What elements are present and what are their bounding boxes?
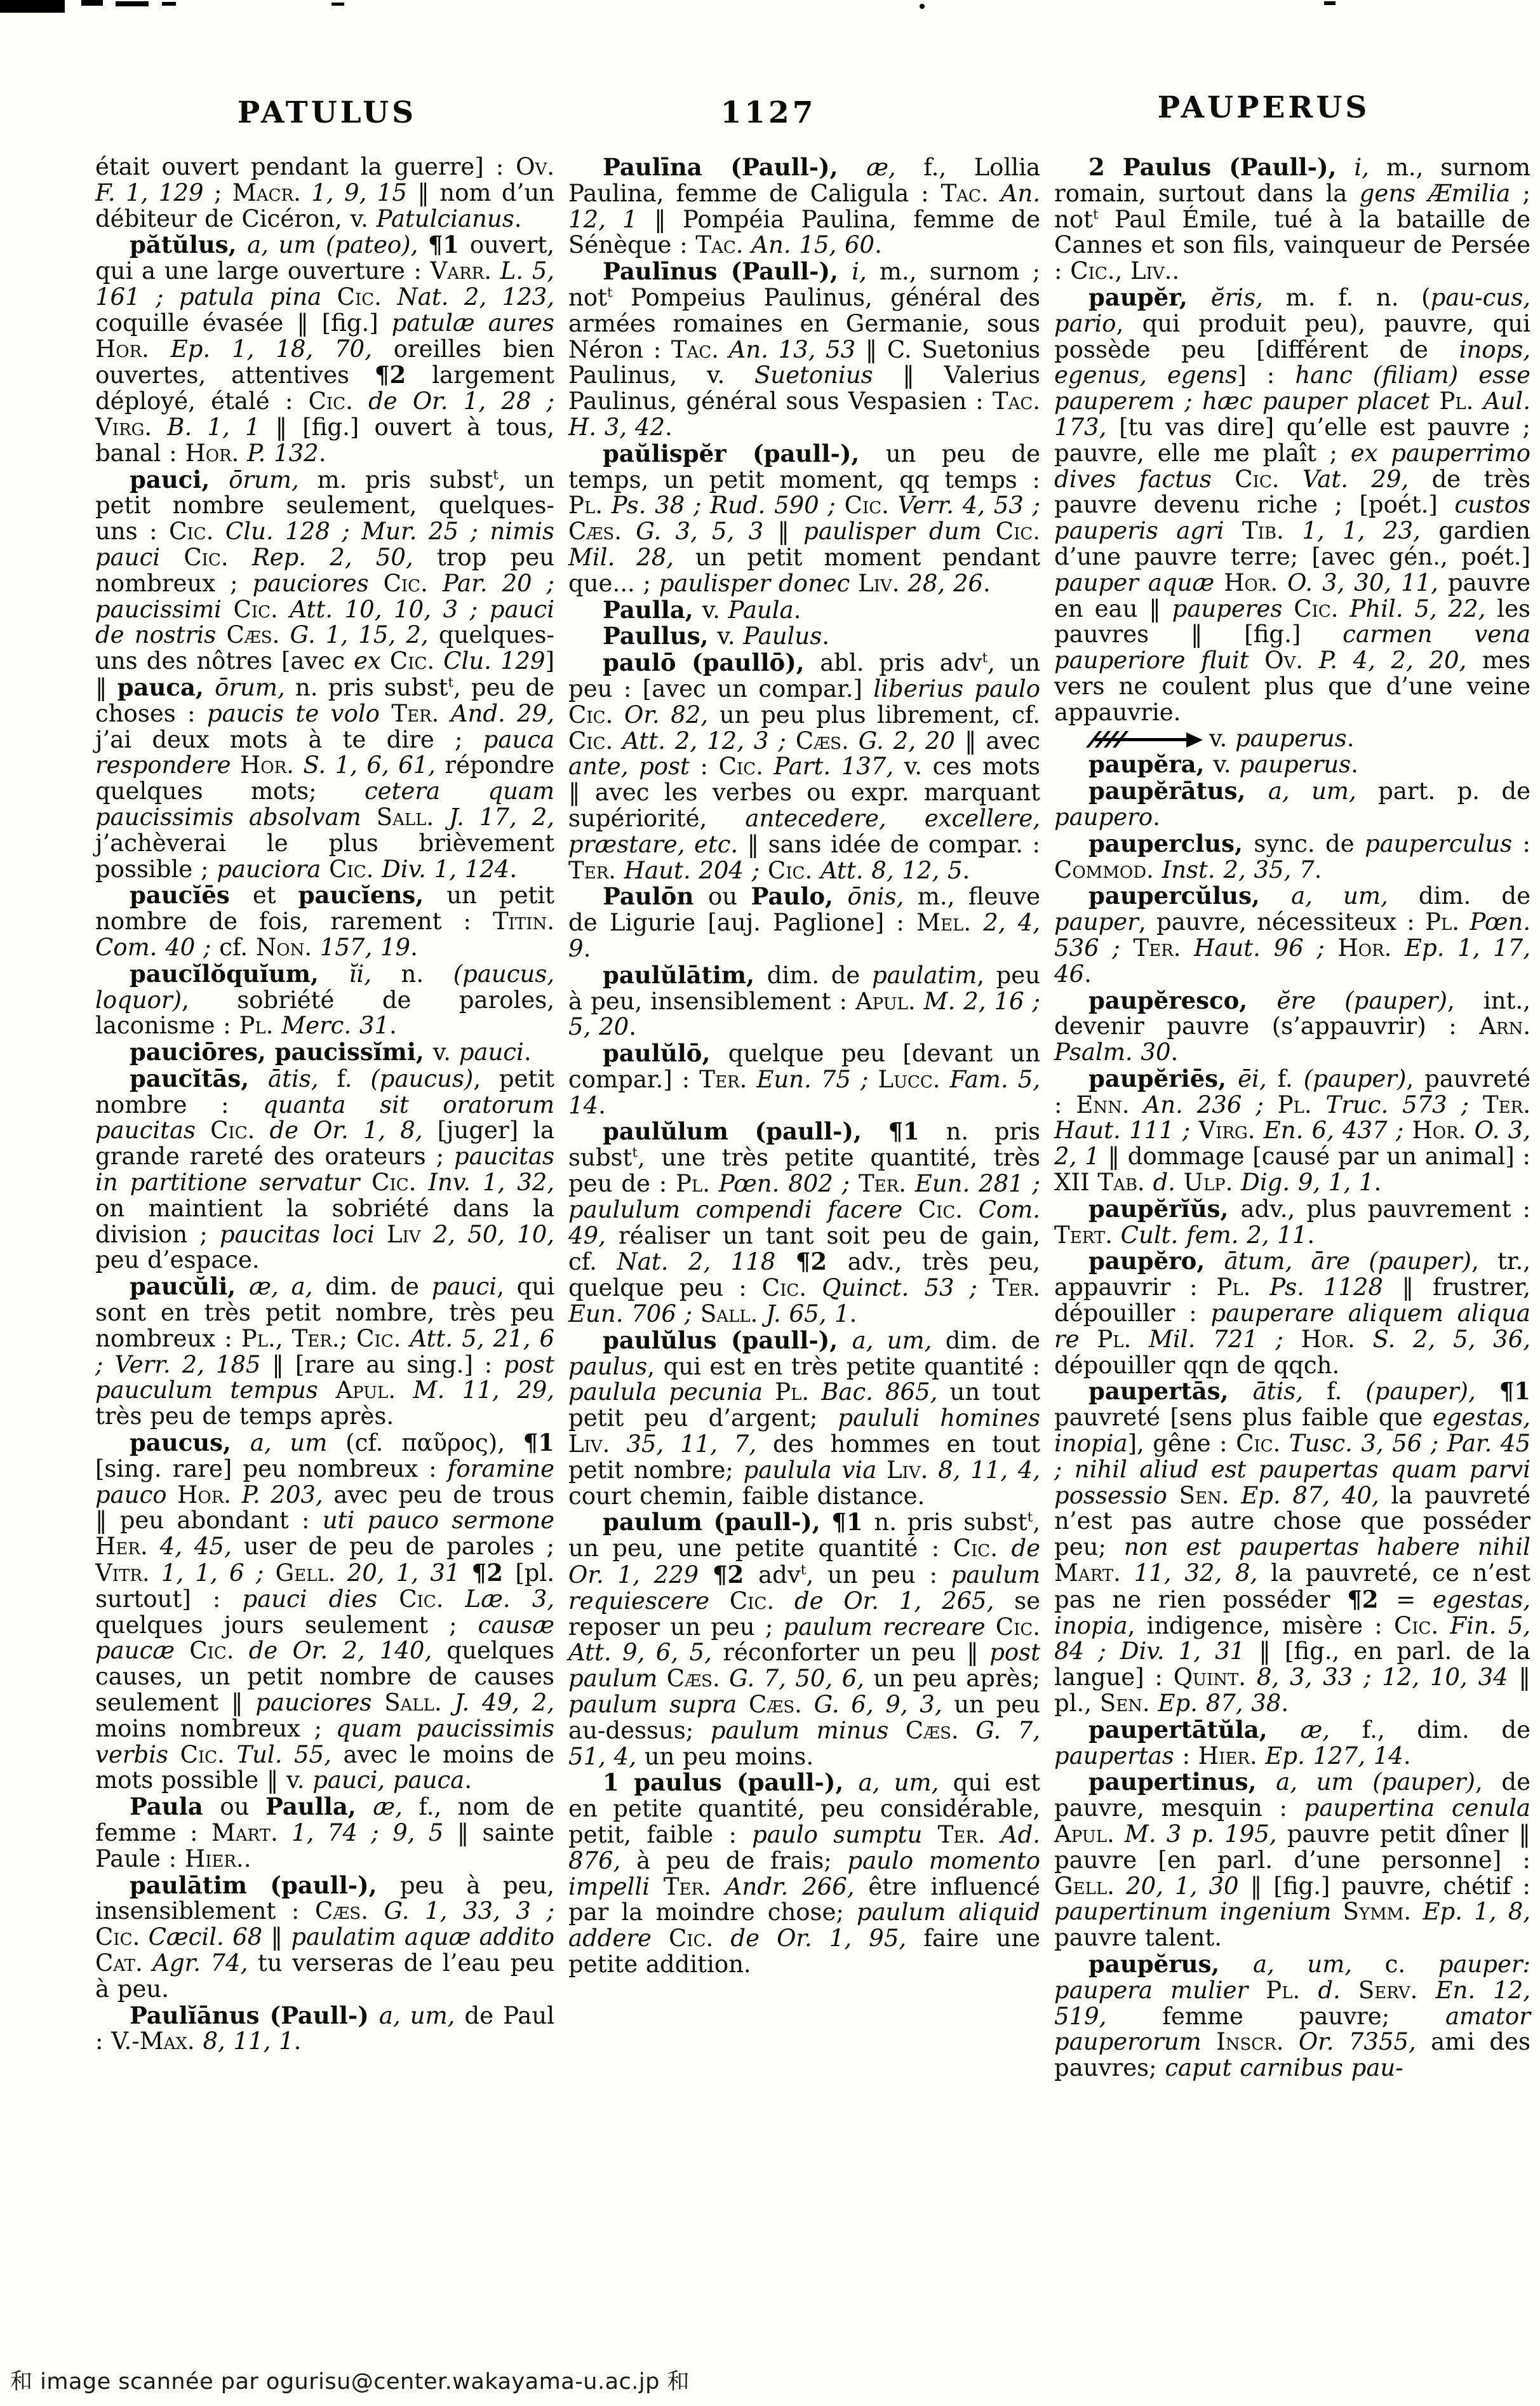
dictionary-entry: Paulōn ou Paulo, ōnis, m., fleuve de Ligurie [auj. Paglione] : Mel. 2, 4, 9.: [568, 882, 1041, 962]
scan-credit: 和 image scannée par ogurisu@center.wakayama-u.ac.jp 和: [10, 2369, 690, 2395]
header-guide-word-right: PAUPERUS: [1157, 90, 1370, 125]
dictionary-entry: paulŭlātim, dim. de paulatim, peu à peu, insensiblement : Apul. M. 2, 16 ; 5, 20.: [568, 960, 1041, 1041]
dictionary-entry: paulŭlum (paull-), ¶1 n. pris subst$^t$, une très petite quantité, très peu de : Pl. Pœn. 802 ; Ter. Eun. 281 ; paululum compendi facere Cic. Com. 49, réaliser un tant soit peu de gain, cf. Nat. 2, 118 ¶2 adv., très peu, quelque peu : Cic. Quinct. 53 ; Ter. Eun. 706 ; Sall. J. 65, 1.: [568, 1117, 1041, 1328]
dictionary-entry: paŭlispĕr (paull-), un peu de temps, un petit moment, qq temps : Pl. Ps. 38 ; Rud. 590 ; Cic. Verr. 4, 53 ; Cæs. G. 3, 5, 3 ‖ paulisper dum Cic. Mil. 28, un petit moment pendant que... ; paulisper donec Liv. 28, 26.: [568, 439, 1041, 597]
dictionary-entry: paulŭlō, quelque peu [devant un compar.] : Ter. Eun. 75 ; Lucc. Fam. 5, 14.: [568, 1039, 1041, 1119]
scan-artifact: [920, 4, 925, 9]
scan-artifact: [331, 3, 344, 6]
dictionary-entry: paupertinus, a, um (pauper), de pauvre, mesquin : paupertina cenula Apul. M. 3 p. 195, pauvre petit dîner ‖ pauvre [en parl. d’une personne] : Gell. 20, 1, 30 ‖ [fig.] pauvre, chétif : paupertinum ingenium Symm. Ep. 1, 8, pauvre talent.: [1054, 1768, 1531, 1952]
dictionary-entry: Paulīnus (Paull-), i, m., surnom ; not$^t$ Pompeius Paulinus, général des armées romaines en Germanie, sous Néron : Tac. An. 13, 53 ‖ C. Suetonius Paulinus, v. Suetonius ‖ Valerius Paulinus, général sous Vespasien : Tac. H. 3, 42.: [568, 257, 1041, 441]
dictionary-entry: était ouvert pendant la guerre] : Ov. F. 1, 129 ; Macr. 1, 9, 15 ‖ nom d’un débiteur de Cicéron, v. Patulcianus.: [95, 153, 555, 232]
dictionary-entry: pauperclus, sync. de pauperculus : Commod. Inst. 2, 35, 7.: [1054, 829, 1530, 884]
text-columns: [95, 154, 1530, 2081]
dictionary-entry: paulō (paullō), abl. pris adv$^t$, un peu : [avec un compar.] liberius paulo Cic. Or. 82, un peu plus librement, cf. Cic. Att. 2, 12, 3 ; Cæs. G. 2, 20 ‖ avec ante, post : Cic. Part. 137, v. ces mots ‖ avec les verbes ou expr. marquant supériorité, antecedere, excellere, præstare, etc. ‖ sans idée de compar. : Ter. Haut. 204 ; Cic. Att. 8, 12, 5.: [568, 649, 1041, 884]
column-2: [568, 154, 1040, 1978]
dictionary-entry: pătŭlus, a, um (pateo), ¶1 ouvert, qui a une large ouverture : Varr. L. 5, 161 ; patula pina Cic. Nat. 2, 123, coquille évasée ‖ [fig.] patulæ aures Hor. Ep. 1, 18, 70, oreilles bien ouvertes, attentives ¶2 largement déployé, étalé : Cic. de Or. 1, 28 ; Virg. B. 1, 1 ‖ [fig.] ouvert à tous, banal : Hor. P. 132.: [95, 231, 555, 467]
scan-artifact: [0, 0, 65, 13]
scan-artifact: [1324, 1, 1336, 5]
header-guide-word-left: PATULUS: [237, 95, 417, 130]
scan-artifact: [116, 1, 149, 6]
scan-artifact: [162, 2, 176, 6]
dictionary-entry: paucĭtās, ātis, f. (paucus), petit nombre : quanta sit oratorum paucitas Cic. de Or. 1, 8, [juger] la grande rareté des orateurs ; paucitas in partitione servatur Cic. Inv. 1, 32, on maintient la sobriété dans la division ; paucitas loci Liv 2, 50, 10, peu d’espace.: [95, 1064, 555, 1274]
dictionary-entry: paucus, a, um (cf. παῦρος), ¶1 [sing. rare] peu nombreux : foramine pauco Hor. P. 203, avec peu de trous ‖ peu abondant : uti pauco sermone Her. 4, 45, user de peu de paroles ; Vitr. 1, 1, 6 ; Gell. 20, 1, 31 ¶2 [pl. surtout] : pauci dies Cic. Læ. 3, quelques jours seulement ; causæ paucæ Cic. de Or. 2, 140, quelques causes, un petit nombre de causes seulement ‖ pauciores Sall. J. 49, 2, moins nombreux ; quam paucissimis verbis Cic. Tul. 55, avec le moins de mots possible ‖ v. pauci, pauca.: [95, 1428, 555, 1794]
dictionary-entry: v. pauperus.: [1054, 726, 1530, 752]
dictionary-entry: Paulla, v. Paula.: [603, 595, 801, 624]
header-page-number: 1127: [720, 95, 817, 130]
dictionary-entry: 2 Paulus (Paull-), i, m., surnom romain, surtout dans la gens Æmilia ; not$^t$ Paul Émile, tué à la bataille de Cannes et son fils, vainqueur de Persée : Cic., Liv..: [1054, 153, 1530, 285]
dictionary-entry: paucĭlŏquĭum, ĭi, n. (paucus, loquor), sobriété de paroles, laconisme : Pl. Merc. 31.: [95, 959, 555, 1040]
column-1: [95, 154, 554, 2055]
dictionary-entry: paupĕresco, ĕre (pauper), int., devenir pauvre (s’appauvrir) : Arn. Psalm. 30.: [1054, 986, 1530, 1066]
column-3: [1054, 154, 1530, 2081]
dictionary-entry: paupercŭlus, a, um, dim. de pauper, pauvre, nécessiteux : Pl. Pœn. 536 ; Ter. Haut. 96 ; Hor. Ep. 1, 17, 46.: [1054, 882, 1530, 988]
dictionary-entry: paucĭēs et paucĭens, un petit nombre de fois, rarement : Titin. Com. 40 ; cf. Non. 157, 19.: [95, 881, 555, 961]
dictionary-entry: paupĕr, ĕris, m. f. n. (pau-cus, pario, qui produit peu), pauvre, qui possède peu [différent de inops, egenus, egens] : hanc (filiam) esse pauperem ; hæc pauper placet Pl. Aul. 173, [tu vas dire] qu’elle est pauvre ; pauvre, elle me plaît ; ex pauperrimo dives factus Cic. Vat. 29, de très pauvre devenu riche ; [poét.] custos pauperis agri Tib. 1, 1, 23, gardien d’une pauvre terre; [avec gén., poét.] pauper aquæ Hor. O. 3, 30, 11, pauvre en eau ‖ pauperes Cic. Phil. 5, 22, les pauvres ‖ [fig.] carmen vena pauperiore fluit Ov. P. 4, 2, 20, mes vers ne coulent plus que d’une veine appauvrie.: [1054, 283, 1531, 726]
dictionary-entry: paupĕriēs, ēi, f. (pauper), pauvreté : Enn. An. 236 ; Pl. Truc. 573 ; Ter. Haut. 111 ; Virg. En. 6, 437 ; Hor. O. 3, 2, 1 ‖ dommage [causé par un animal] : XII Tab. d. Ulp. Dig. 9, 1, 1.: [1054, 1064, 1530, 1197]
dictionary-entry: Paula ou Paulla, æ, f., nom de femme : Mart. 1, 74 ; 9, 5 ‖ sainte Paule : Hier..: [95, 1792, 555, 1872]
dictionary-entry: Paulĭānus (Paull-) a, um, de Paul : V.-Max. 8, 11, 1.: [95, 2001, 555, 2055]
dictionary-entry: paupĕra, v. pauperus.: [1088, 750, 1358, 779]
dictionary-entry: paulŭlus (paull-), a, um, dim. de paulus, qui est en très petite quantité : paulula pecunia Pl. Bac. 865, un tout petit peu d’argent; paululi homines Liv. 35, 11, 7, des hommes en tout petit nombre; paulula via Liv. 8, 11, 4, court chemin, faible distance.: [568, 1326, 1041, 1510]
scan-artifact: [81, 0, 103, 6]
dictionary-entry: paulātim (paull-), peu à peu, insensiblement : Cæs. G. 1, 33, 3 ; Cic. Cæcil. 68 ‖ paulatim aquæ addito Cat. Agr. 74, tu verseras de l’eau peu à peu.: [95, 1871, 555, 2003]
dictionary-entry: paupertās, ātis, f. (pauper), ¶1 pauvreté [sens plus faible que egestas, inopia], gêne : Cic. Tusc. 3, 56 ; Par. 45 ; nihil aliud est paupertas quam parvi possessio Sen. Ep. 87, 40, la pauvreté n’est pas autre chose que posséder peu; non est paupertas habere nihil Mart. 11, 32, 8, la pauvreté, ce n’est pas ne rien posséder ¶2 = egestas, inopia, indigence, misère : Cic. Fin. 5, 84 ; Div. 1, 31 ‖ [fig., en parl. de la langue] : Quint. 8, 3, 33 ; 12, 10, 34 ‖ pl., Sen. Ep. 87, 38.: [1054, 1377, 1531, 1717]
dictionary-entry: paupĕro, ātum, āre (pauper), tr., appauvrir : Pl. Ps. 1128 ‖ frustrer, dépouiller : pauperare aliquem aliqua re Pl. Mil. 721 ; Hor. S. 2, 5, 36, dépouiller qqn de qqch.: [1054, 1247, 1530, 1379]
dictionary-entry: paupertātŭla, æ, f., dim. de paupertas : Hier. Ep. 127, 14.: [1054, 1715, 1530, 1770]
dictionary-entry: paulum (paull-), ¶1 n. pris subst$^t$, un peu, une petite quantité : Cic. de Or. 1, 229 ¶2 adv$^t$, un peu : paulum requiescere Cic. de Or. 1, 265, se reposer un peu ; paulum recreare Cic. Att. 9, 6, 5, réconforter un peu ‖ post paulum Cæs. G. 7, 50, 6, un peu après; paulum supra Cæs. G. 6, 9, 3, un peu au-dessus; paulum minus Cæs. G. 7, 51, 4, un peu moins.: [568, 1508, 1041, 1770]
dictionary-entry: paucŭli, æ, a, dim. de pauci, qui sont en très petit nombre, très peu nombreux : Pl., Ter.; Cic. Att. 5, 21, 6 ; Verr. 2, 185 ‖ [rare au sing.] : post pauculum tempus Apul. M. 11, 29, très peu de temps après.: [95, 1272, 555, 1430]
dictionary-entry: Paulīna (Paull-), æ, f., Lollia Paulina, femme de Caligula : Tac. An. 12, 1 ‖ Pompéia Paulina, femme de Sénèque : Tac. An. 15, 60.: [568, 153, 1041, 259]
dictionary-entry: Paullus, v. Paulus.: [603, 622, 829, 650]
dictionary-entry: paupĕrātus, a, um, part. p. de paupero.: [1054, 777, 1530, 831]
dictionary-entry: paupĕrus, a, um, c. pauper: paupera mulier Pl. d. Serv. En. 12, 519, femme pauvre; amator pauperorum Inscr. Or. 7355, ami des pauvres; caput carnibus pau-: [1054, 1949, 1531, 2082]
dictionary-entry: pauciōres, paucissĭmi, v. pauci.: [130, 1038, 532, 1066]
dictionary-entry: pauci, ōrum, m. pris subst$^t$, un petit nombre seulement, quelques-uns : Cic. Clu. 128 ; Mur. 25 ; nimis pauci Cic. Rep. 2, 50, trop peu nombreux ; pauciores Cic. Par. 20 ; paucissimi Cic. Att. 10, 10, 3 ; pauci de nostris Cæs. G. 1, 15, 2, quelques-uns des nôtres [avec ex Cic. Clu. 129] ‖ pauca, ōrum, n. pris subst$^t$, peu de choses : paucis te volo Ter. And. 29, j’ai deux mots à te dire ; pauca respondere Hor. S. 1, 6, 61, répondre quelques mots; cetera quam paucissimis absolvam Sall. J. 17, 2, j’achèverai le plus brièvement possible ; pauciora Cic. Div. 1, 124.: [95, 465, 555, 883]
cross-reference-arrow-icon: [1088, 730, 1203, 749]
dictionary-entry: 1 paulus (paull-), a, um, qui est en petite quantité, peu considérable, petit, faible : paulo sumptu Ter. Ad. 876, à peu de frais; paulo momento impelli Ter. Andr. 266, être influencé par la moindre chose; paulum aliquid addere Cic. de Or. 1, 95, faire une petite addition.: [568, 1768, 1041, 1978]
dictionary-entry: paupĕrĭŭs, adv., plus pauvrement : Tert. Cult. fem. 2, 11.: [1054, 1194, 1531, 1249]
page-header: [0, 90, 1540, 152]
